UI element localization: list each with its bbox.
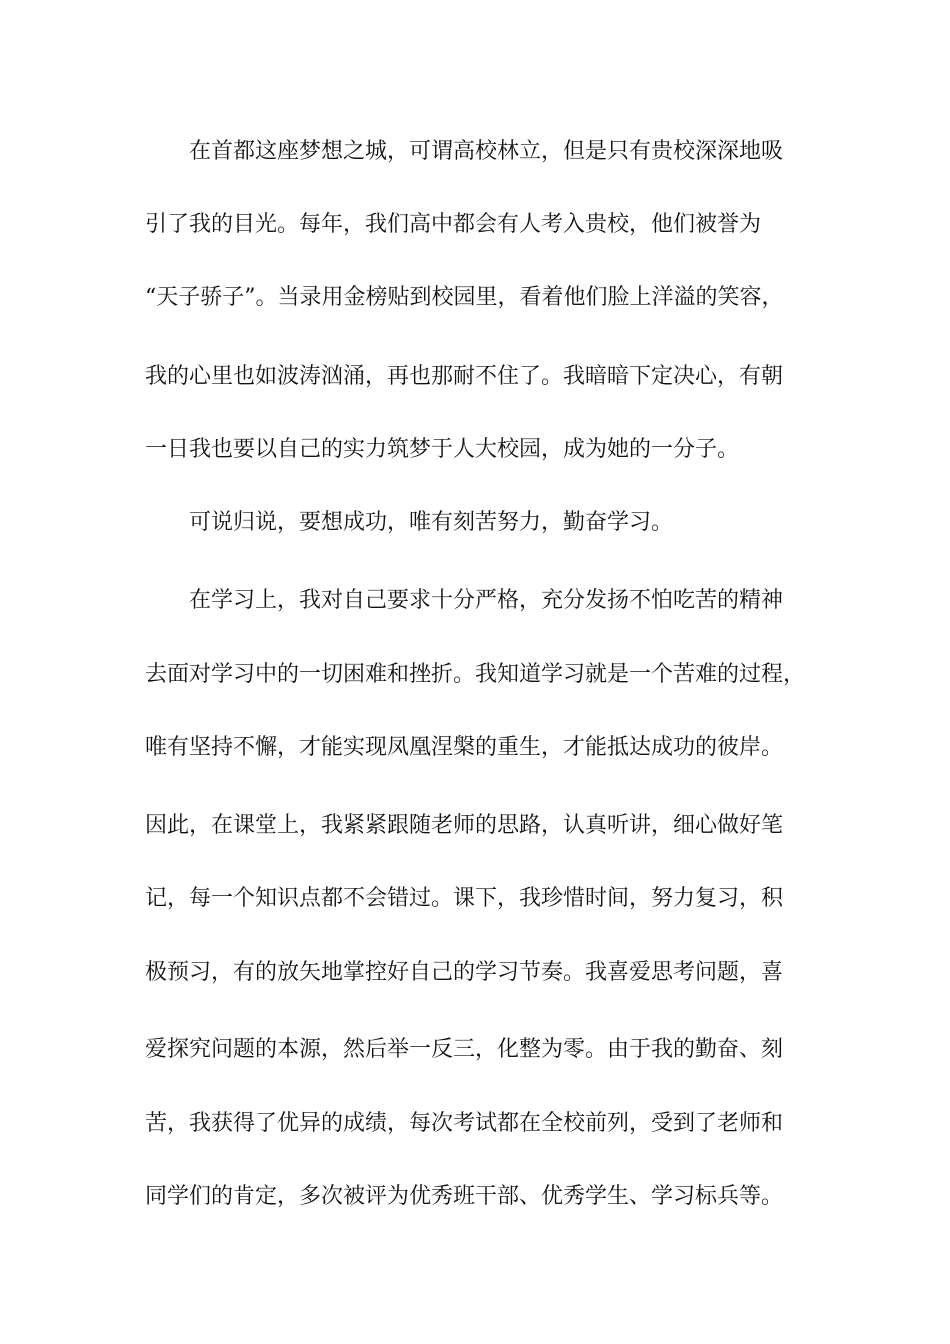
- paragraph-3-line-2: 去面对学习中的一切困难和挫折。我知道学习就是一个苦难的过程，: [145, 662, 806, 687]
- paragraph-3-line-3: 唯有坚持不懈，才能实现凤凰涅槃的重生，才能抵达成功的彼岸。: [145, 735, 784, 760]
- paragraph-2-line-1: 可说归说，要想成功，唯有刻苦努力，勤奋学习。: [189, 510, 674, 535]
- paragraph-1-line-2: 引了我的目光。每年，我们高中都会有人考入贵校，他们被誉为: [145, 212, 762, 237]
- paragraph-1-line-4: 我的心里也如波涛汹涌，再也那耐不住了。我暗暗下定决心，有朝: [145, 364, 784, 389]
- paragraph-3-line-1: 在学习上，我对自己要求十分严格，充分发扬不怕吃苦的精神: [189, 588, 784, 613]
- paragraph-3-line-4: 因此，在课堂上，我紧紧跟随老师的思路，认真听讲，细心做好笔: [145, 813, 784, 838]
- paragraph-3-line-9: 同学们的肯定，多次被评为优秀班干部、优秀学生、学习标兵等。: [145, 1184, 784, 1209]
- paragraph-1-line-3: “天子骄子”。当录用金榜贴到校园里，看着他们脸上洋溢的笑容，: [145, 285, 784, 310]
- paragraph-3-line-6: 极预习，有的放矢地掌控好自己的学习节奏。我喜爱思考问题，喜: [145, 960, 784, 985]
- paragraph-3-line-8: 苦，我获得了优异的成绩，每次考试都在全校前列，受到了老师和: [145, 1111, 784, 1136]
- paragraph-3-line-5: 记，每一个知识点都不会错过。课下，我珍惜时间，努力复习，积: [145, 886, 784, 911]
- paragraph-3-line-7: 爱探究问题的本源，然后举一反三，化整为零。由于我的勤奋、刻: [145, 1037, 784, 1062]
- paragraph-1-line-1: 在首都这座梦想之城，可谓高校林立，但是只有贵校深深地吸: [189, 139, 784, 164]
- paragraph-1-line-5: 一日我也要以自己的实力筑梦于人大校园，成为她的一分子。: [145, 437, 740, 462]
